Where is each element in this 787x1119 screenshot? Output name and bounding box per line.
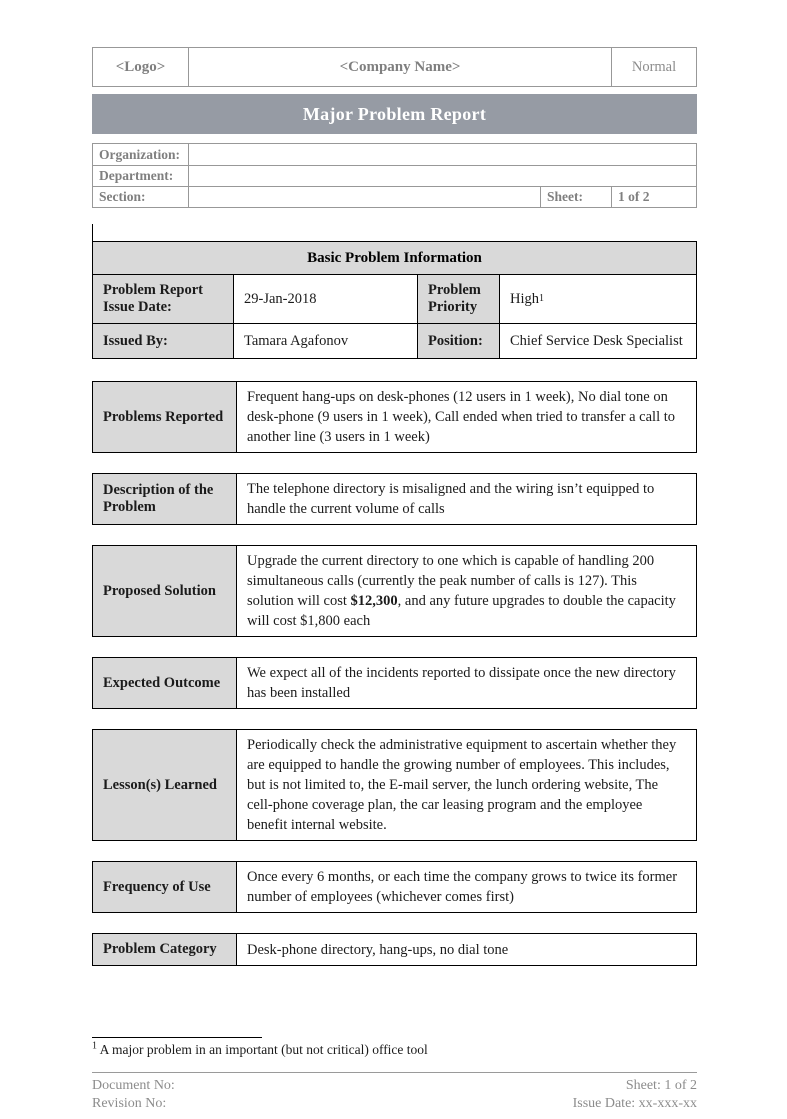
expected-outcome-label: Expected Outcome xyxy=(93,658,237,708)
section-value xyxy=(189,187,540,207)
footer-left xyxy=(92,1077,175,1113)
department-label: Department: xyxy=(93,166,189,186)
problems-reported-section xyxy=(92,381,697,453)
frequency-of-use-label: Frequency of Use xyxy=(93,862,237,912)
problem-category-section xyxy=(92,933,697,966)
company-name-placeholder: <Company Name> xyxy=(189,48,612,86)
frequency-of-use-text xyxy=(237,862,696,912)
footnote-separator xyxy=(92,1037,262,1038)
organization-value xyxy=(189,144,696,165)
proposed-solution-text-part1: Upgrade the current directory to one which is capable of handling 200 simultaneous calls (currently the peak number of calls is 127). This solution will cost xyxy=(247,553,655,609)
department-row xyxy=(93,165,696,186)
problems-reported-text-content: Frequent hang-ups on desk-phones (12 users in 1 week), No dial tone on desk-phone (9 users in 1 week), Call ended when tried to transfer a call to another line (3 users in 1 week) xyxy=(247,389,676,445)
lessons-learned-section xyxy=(92,729,697,841)
expected-outcome-text xyxy=(237,658,696,708)
problem-category-text xyxy=(237,934,696,965)
sheet-value: 1 of 2 xyxy=(618,189,650,204)
frequency-of-use-section xyxy=(92,861,697,913)
proposed-solution-text xyxy=(237,546,696,636)
proposed-solution-cost-bold: $12,300 xyxy=(350,593,398,609)
issued-by-label: Issued By: xyxy=(93,324,234,358)
section-row xyxy=(93,186,696,207)
priority-label: Problem Priority xyxy=(418,275,500,323)
lessons-learned-text xyxy=(237,730,696,840)
issued-by-row xyxy=(93,323,696,358)
footnote-text: A major problem in an important (but not critical) office tool xyxy=(97,1042,428,1057)
basic-info-title: Basic Problem Information xyxy=(93,242,696,275)
frequency-of-use-text-content: Once every 6 months, or each time the company grows to twice its former number of employees (whichever comes first) xyxy=(247,869,678,905)
issue-date-row xyxy=(93,275,696,323)
empty-row-border-tick xyxy=(92,224,94,241)
problem-category-label: Problem Category xyxy=(93,934,237,965)
problem-description-label: Description of the Problem xyxy=(93,474,237,524)
document-meta-table xyxy=(92,143,697,208)
problem-description-text-content: The telephone directory is misaligned and the wiring isn’t equipped to handle the current volume of calls xyxy=(247,481,655,517)
priority-value-text: High xyxy=(510,290,539,307)
page-footer xyxy=(92,1077,697,1113)
position-label: Position: xyxy=(418,324,500,358)
problems-reported-text xyxy=(237,382,696,452)
classification-label: Normal xyxy=(631,58,677,75)
sheet-label: Sheet: xyxy=(540,187,612,207)
document-header-table xyxy=(92,47,697,87)
footer-separator xyxy=(92,1072,697,1073)
issue-date-label: Problem Report Issue Date: xyxy=(93,275,234,323)
expected-outcome-section xyxy=(92,657,697,709)
problem-category-text-content: Desk-phone directory, hang-ups, no dial tone xyxy=(247,941,509,958)
proposed-solution-label: Proposed Solution xyxy=(93,546,237,636)
footnote-ref: 1 xyxy=(92,1040,97,1052)
proposed-solution-text-part2: , and any future upgrades to double the capacity will cost $1,800 each xyxy=(247,593,676,629)
issued-by-value: Tamara Agafonov xyxy=(234,324,418,358)
footer-issue-date: Issue Date: xx-xxx-xx xyxy=(572,1096,697,1112)
logo-placeholder: <Logo> xyxy=(93,48,189,86)
document-page xyxy=(92,0,697,1113)
organization-label: Organization: xyxy=(93,144,189,165)
priority-value: High 1 xyxy=(510,290,544,307)
proposed-solution-text-content xyxy=(247,551,686,631)
department-value xyxy=(189,166,696,186)
problem-description-section xyxy=(92,473,697,525)
footer-sheet: Sheet: 1 of 2 xyxy=(625,1078,697,1093)
problem-description-text xyxy=(237,474,696,524)
issue-date-value: 29-Jan-2018 xyxy=(234,275,418,323)
proposed-solution-section xyxy=(92,545,697,637)
report-title-banner: Major Problem Report xyxy=(92,94,697,134)
section-label: Section: xyxy=(93,187,189,207)
expected-outcome-text-content: We expect all of the incidents reported to dissipate once the new directory has been installed xyxy=(247,665,676,701)
footer-document-no: Document No: xyxy=(92,1078,175,1093)
position-value: Chief Service Desk Specialist xyxy=(510,332,683,349)
footer-revision-no: Revision No: xyxy=(92,1096,167,1112)
lessons-learned-text-content: Periodically check the administrative equipment to ascertain whether they are equipped to handle the growing number of employees. This includes, but is not limited to, the E-mail server, the lunch ordering website, The cell-phone coverage plan, the car leasing program and the employee benefit internal website. xyxy=(247,737,677,833)
lessons-learned-label: Lesson(s) Learned xyxy=(93,730,237,840)
footnote xyxy=(92,1042,697,1058)
basic-problem-information-table xyxy=(92,241,697,359)
footer-right xyxy=(573,1077,697,1113)
problems-reported-label: Problems Reported xyxy=(93,382,237,452)
organization-row xyxy=(93,144,696,165)
